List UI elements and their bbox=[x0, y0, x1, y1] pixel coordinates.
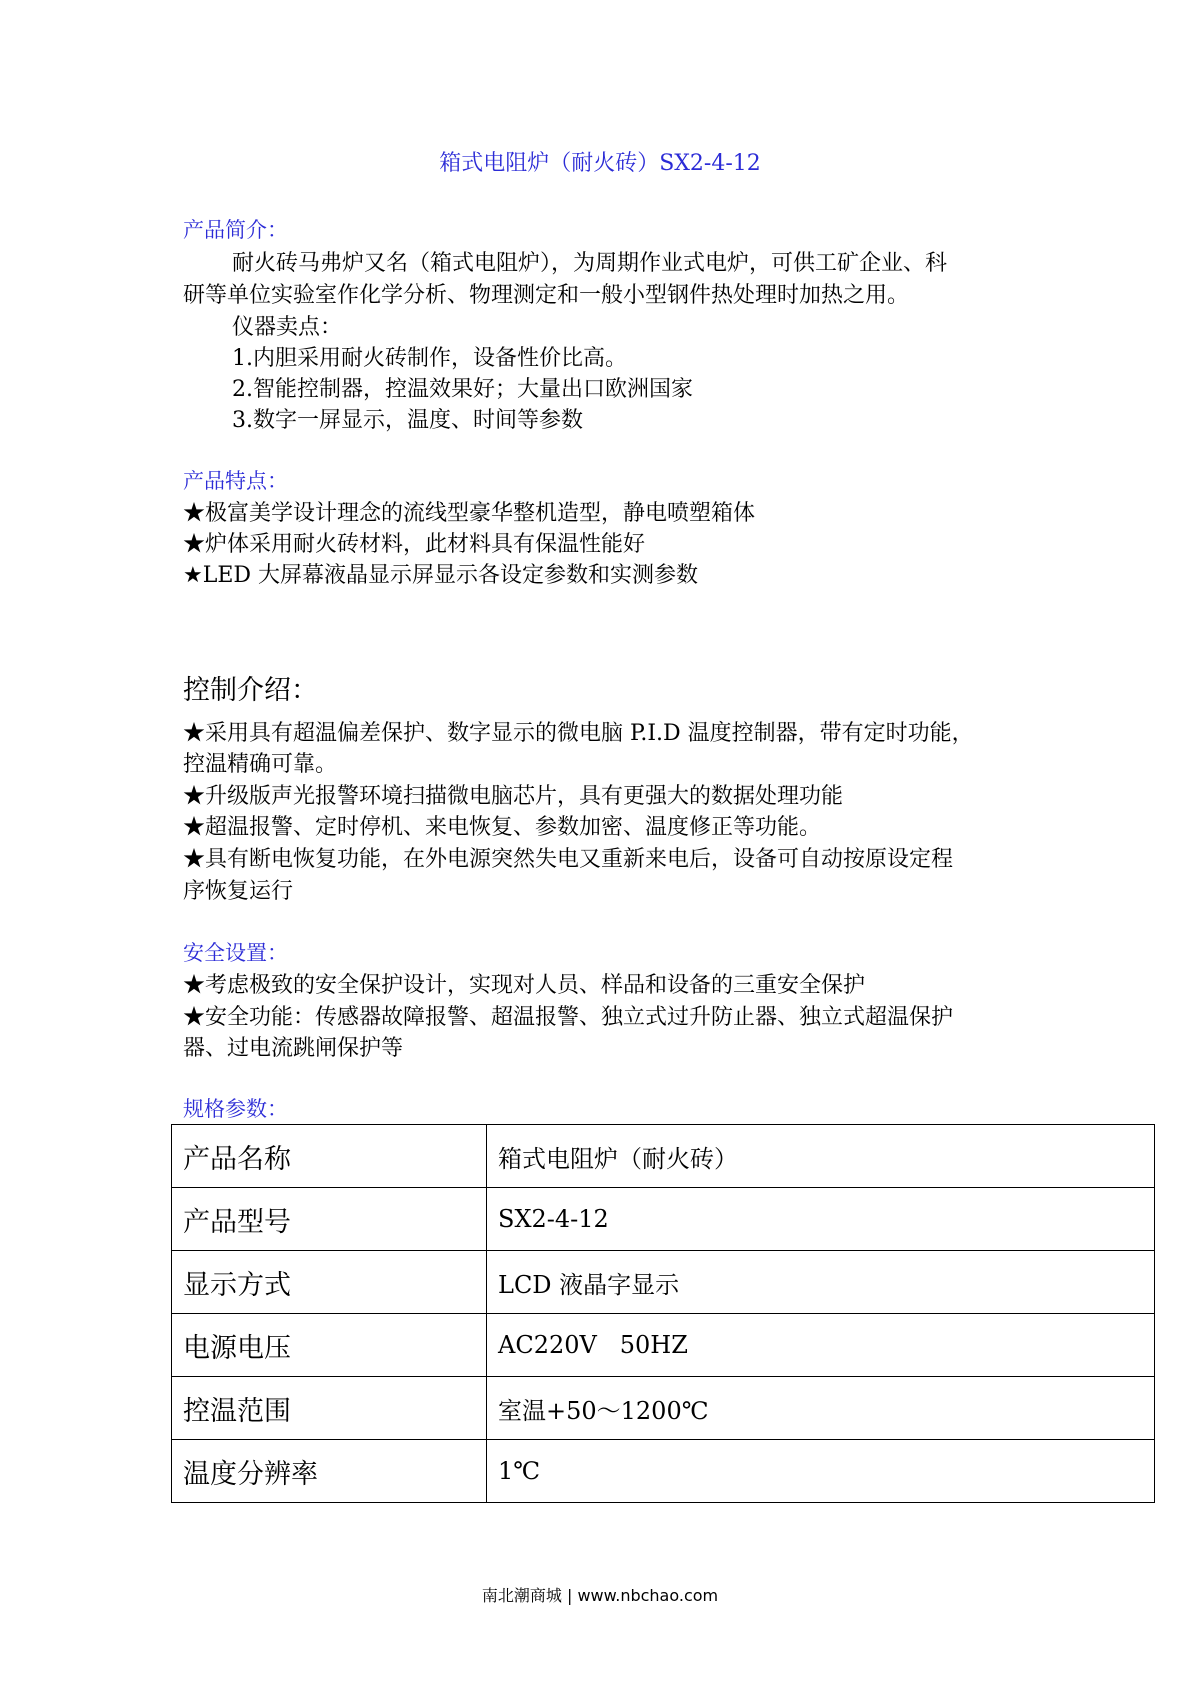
specs-heading: 规格参数： bbox=[183, 1097, 288, 1121]
spec-key: 产品型号 bbox=[172, 1188, 487, 1251]
intro-paragraph-line-2: 研等单位实验室作化学分析、物理测定和一般小型钢件热处理时加热之用。 bbox=[183, 283, 910, 308]
spec-value: 室温+50～1200℃ bbox=[487, 1377, 1155, 1440]
table-row bbox=[172, 1251, 1155, 1314]
control-line: ★采用具有超温偏差保护、数字显示的微电脑 P.I.D 温度控制器，带有定时功能， bbox=[183, 721, 974, 746]
page-title: 箱式电阻炉（耐火砖）SX2-4-12 bbox=[439, 151, 761, 176]
control-line: 序恢复运行 bbox=[183, 879, 294, 904]
selling-points-heading: 仪器卖点： bbox=[232, 315, 343, 340]
feature-item: ★LED 大屏幕液晶显示屏显示各设定参数和实测参数 bbox=[183, 563, 699, 588]
spec-key: 温度分辨率 bbox=[172, 1440, 487, 1503]
control-line: ★超温报警、定时停机、来电恢复、参数加密、温度修正等功能。 bbox=[183, 815, 822, 840]
feature-item: ★炉体采用耐火砖材料，此材料具有保温性能好 bbox=[183, 532, 646, 557]
spec-key: 显示方式 bbox=[172, 1251, 487, 1314]
spec-key: 产品名称 bbox=[172, 1125, 487, 1188]
spec-value: LCD 液晶字显示 bbox=[487, 1251, 1155, 1314]
page-footer: 南北潮商城 | www.nbchao.com bbox=[481, 1586, 719, 1605]
safety-heading: 安全设置： bbox=[183, 941, 288, 965]
control-line: ★具有断电恢复功能，在外电源突然失电又重新来电后，设备可自动按原设定程 bbox=[183, 847, 954, 872]
spec-value: 箱式电阻炉（耐火砖） bbox=[487, 1125, 1155, 1188]
spec-key: 控温范围 bbox=[172, 1377, 487, 1440]
table-row bbox=[172, 1125, 1155, 1188]
selling-point-item: 1.内胆采用耐火砖制作，设备性价比高。 bbox=[232, 346, 627, 371]
control-heading: 控制介绍： bbox=[183, 675, 318, 706]
intro-paragraph-line-1: 耐火砖马弗炉又名（箱式电阻炉），为周期作业式电炉，可供工矿企业、科 bbox=[232, 251, 948, 276]
spec-value: 1℃ bbox=[487, 1440, 1155, 1503]
table-row bbox=[172, 1440, 1155, 1503]
intro-heading: 产品简介： bbox=[183, 218, 288, 242]
table-row bbox=[172, 1188, 1155, 1251]
specs-table bbox=[171, 1124, 1155, 1503]
feature-item: ★极富美学设计理念的流线型豪华整机造型，静电喷塑箱体 bbox=[183, 501, 756, 526]
table-row bbox=[172, 1314, 1155, 1377]
safety-line: ★考虑极致的安全保护设计，实现对人员、样品和设备的三重安全保护 bbox=[183, 973, 866, 998]
selling-point-item: 3.数字一屏显示，温度、时间等参数 bbox=[232, 408, 583, 433]
selling-point-item: 2.智能控制器，控温效果好；大量出口欧洲国家 bbox=[232, 377, 693, 402]
spec-value: AC220V 50HZ bbox=[487, 1314, 1155, 1377]
spec-key: 电源电压 bbox=[172, 1314, 487, 1377]
features-heading: 产品特点： bbox=[183, 469, 288, 493]
safety-line: ★安全功能：传感器故障报警、超温报警、独立式过升防止器、独立式超温保护 bbox=[183, 1005, 954, 1030]
control-line: 控温精确可靠。 bbox=[183, 752, 338, 777]
table-row bbox=[172, 1377, 1155, 1440]
spec-value: SX2-4-12 bbox=[487, 1188, 1155, 1251]
safety-line: 器、过电流跳闸保护等 bbox=[183, 1036, 404, 1061]
control-line: ★升级版声光报警环境扫描微电脑芯片，具有更强大的数据处理功能 bbox=[183, 784, 844, 809]
